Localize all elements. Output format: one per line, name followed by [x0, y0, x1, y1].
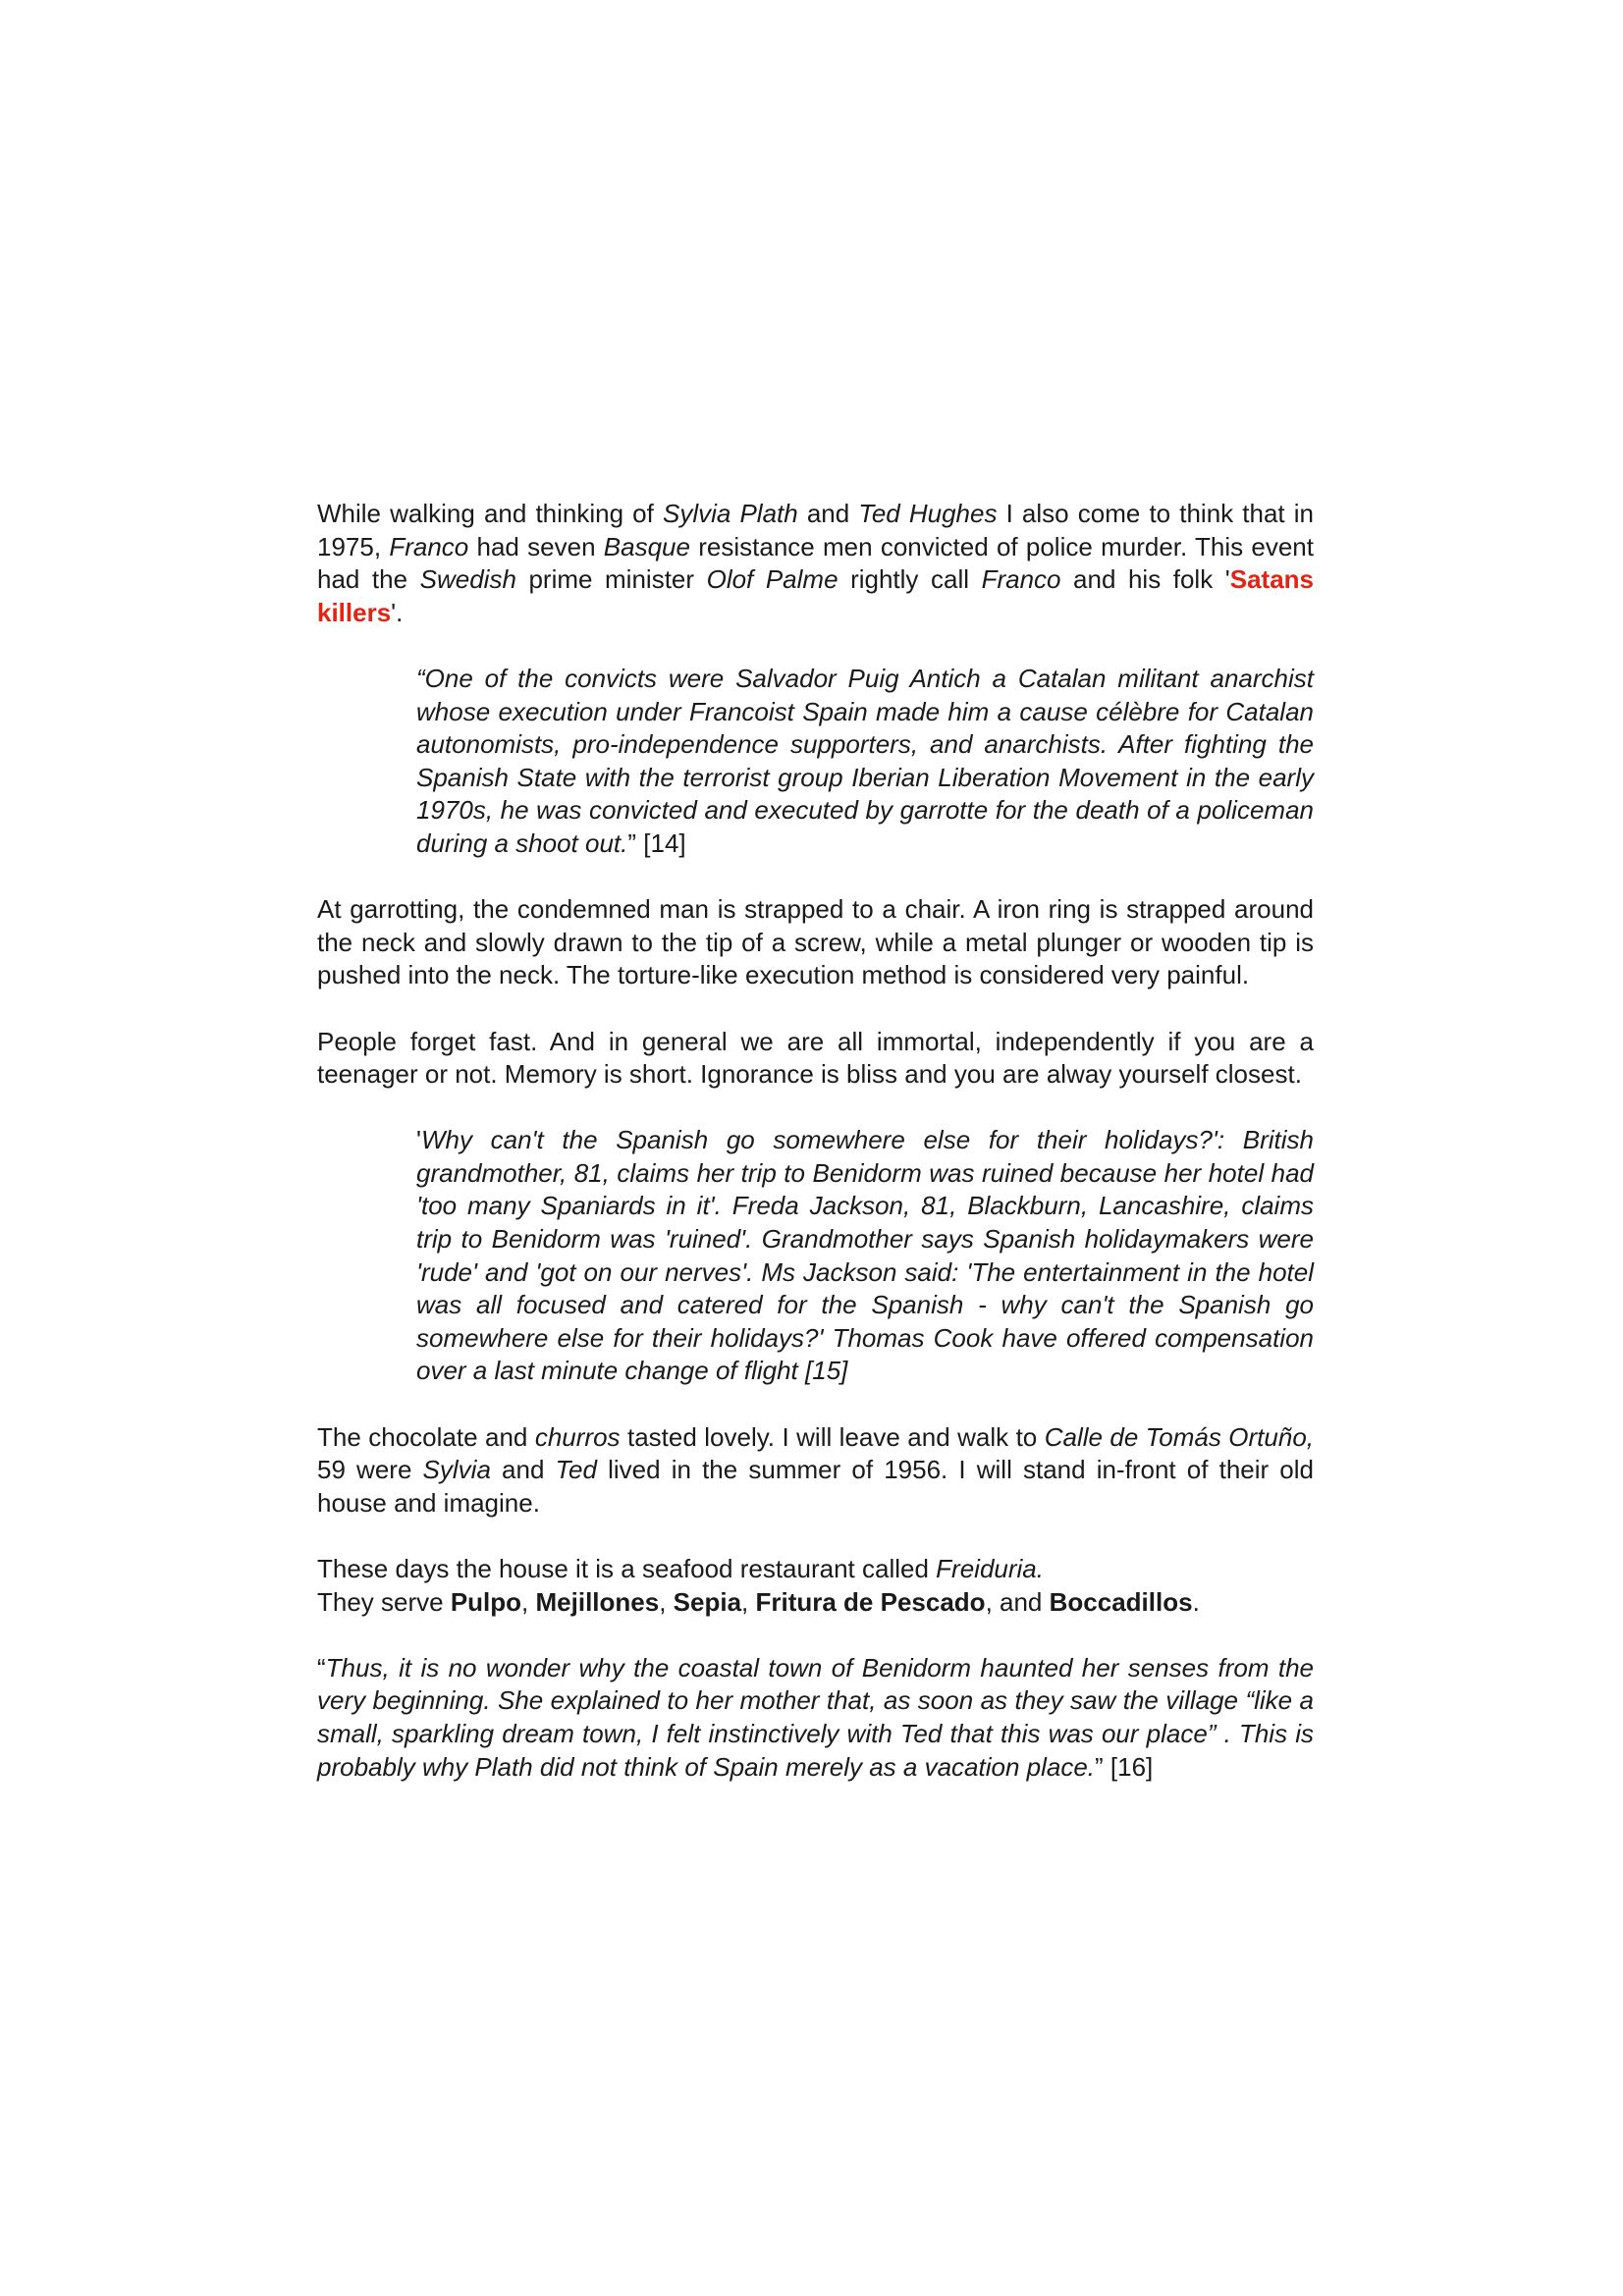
text: resistance men convicted of police murder. This event had the: [317, 531, 1314, 595]
text: I also come to think that in 1975,: [317, 499, 1314, 561]
text: , and: [985, 1586, 1050, 1617]
name-franco: Franco: [389, 531, 469, 561]
dish-mejillones: Mejillones: [535, 1586, 660, 1617]
dish-fritura: Fritura de Pescado: [755, 1586, 986, 1617]
term-swedish: Swedish: [419, 564, 516, 595]
blockquote-benidorm-grandmother: [416, 1124, 1314, 1388]
highlight-satans-killers: Satans killers: [317, 564, 1314, 627]
dish-boccadillos: Boccadillos: [1049, 1586, 1193, 1617]
term-basque: Basque: [603, 531, 690, 561]
text: .: [1192, 1586, 1200, 1617]
dish-sepia: Sepia: [673, 1586, 742, 1617]
name-olof-palme: Olof Palme: [706, 564, 839, 595]
blockquote-puig-antich: [416, 663, 1314, 861]
paragraph-plath-quote: [317, 1652, 1314, 1784]
text: tasted lovely. I will leave and walk to: [620, 1421, 1045, 1452]
restaurant-name: Freiduria.: [936, 1554, 1044, 1583]
paragraph-restaurant-line-2: [317, 1586, 1314, 1620]
quote-close: ”: [1095, 1751, 1104, 1782]
text: rightly call: [838, 564, 982, 595]
text: ,: [741, 1586, 756, 1617]
quote-close: ”: [627, 828, 637, 858]
paragraph-memory: People forget fast. And in general we are all immortal, independently if you are a teenager or not. Memory is short. Ignorance is bliss and you are alway yourself closest.: [317, 1026, 1314, 1090]
text: had seven: [468, 531, 604, 561]
text: 59 were: [317, 1455, 423, 1485]
paragraph-restaurant-line-1: [317, 1553, 1314, 1586]
quote-text: Thus, it is no wonder why the coastal town of Benidorm haunted her senses from the very beginning. She explained to her mother that, as soon as they saw the village “like a small, sparkling dream town, I felt instinctively with Ted that this was our place” . This is probably why Plath did not think of Spain merely as a vacation place.: [317, 1652, 1314, 1782]
reference-15: [15]: [797, 1356, 848, 1386]
text: and: [797, 499, 859, 528]
text: '.: [391, 597, 404, 627]
name-sylvia-plath: Sylvia Plath: [662, 499, 798, 528]
text: ,: [659, 1586, 674, 1617]
name-franco-2: Franco: [981, 564, 1061, 595]
quote-open: “: [317, 1652, 326, 1682]
paragraph-churros: [317, 1421, 1314, 1521]
text: lived in the summer of 1956. I will stand in-front of their old house and imagine.: [317, 1455, 1315, 1518]
text: and his folk ': [1060, 564, 1230, 595]
quote-open: ': [416, 1125, 421, 1155]
name-ted: Ted: [555, 1455, 597, 1485]
name-sylvia: Sylvia: [422, 1455, 491, 1485]
dish-pulpo: Pulpo: [450, 1586, 522, 1617]
term-churros: churros: [534, 1421, 621, 1452]
quote-text: “One of the convicts were Salvador Puig Antich a Catalan militant anarchist whose execution under Francoist Spain made him a cause célèbre for Catalan autonomists, pro-independence supporters, and anarchists. After fighting the Spanish State with the terrorist group Iberian Liberation Movement in the early 1970s, he was convicted and executed by garrotte for the death of a policeman during a shoot out.: [416, 663, 1314, 858]
name-ted-hughes: Ted Hughes: [858, 499, 998, 528]
document-body: [317, 498, 1314, 1817]
reference-14: [14]: [636, 828, 686, 858]
text: The chocolate and: [317, 1421, 535, 1452]
text: While walking and thinking of: [317, 499, 663, 528]
text: These days the house it is a seafood restaurant called: [317, 1554, 937, 1583]
reference-16: [16]: [1103, 1751, 1154, 1782]
text: prime minister: [515, 564, 707, 595]
quote-text: Why can't the Spanish go somewhere else for their holidays?': British grandmother, 81, claims her trip to Benidorm was ruined because her hotel had 'too many Spaniards in it'. Freda Jackson, 81, Blackburn, Lancashire, claims trip to Benidorm was 'ruined'. Grandmother says Spanish holidaymakers were 'rude' and 'got on our nerves'. Ms Jackson said: 'The entertainment in the hotel was all focused and catered for the Spanish - why can't the Spanish go somewhere else for their holidays?' Thomas Cook have offered compensation over a last minute change of flight: [416, 1125, 1314, 1386]
text: and: [490, 1455, 556, 1485]
text: ,: [521, 1586, 536, 1617]
paragraph-garrotting: At garrotting, the condemned man is strapped to a chair. A iron ring is strapped around the neck and slowly drawn to the tip of a screw, while a metal plunger or wooden tip is pushed into the neck. The torture-like execution method is considered very painful.: [317, 894, 1314, 990]
paragraph-franco: [317, 498, 1314, 629]
text: They serve: [317, 1586, 451, 1617]
address-calle: Calle de Tomás Ortuño,: [1044, 1421, 1315, 1452]
